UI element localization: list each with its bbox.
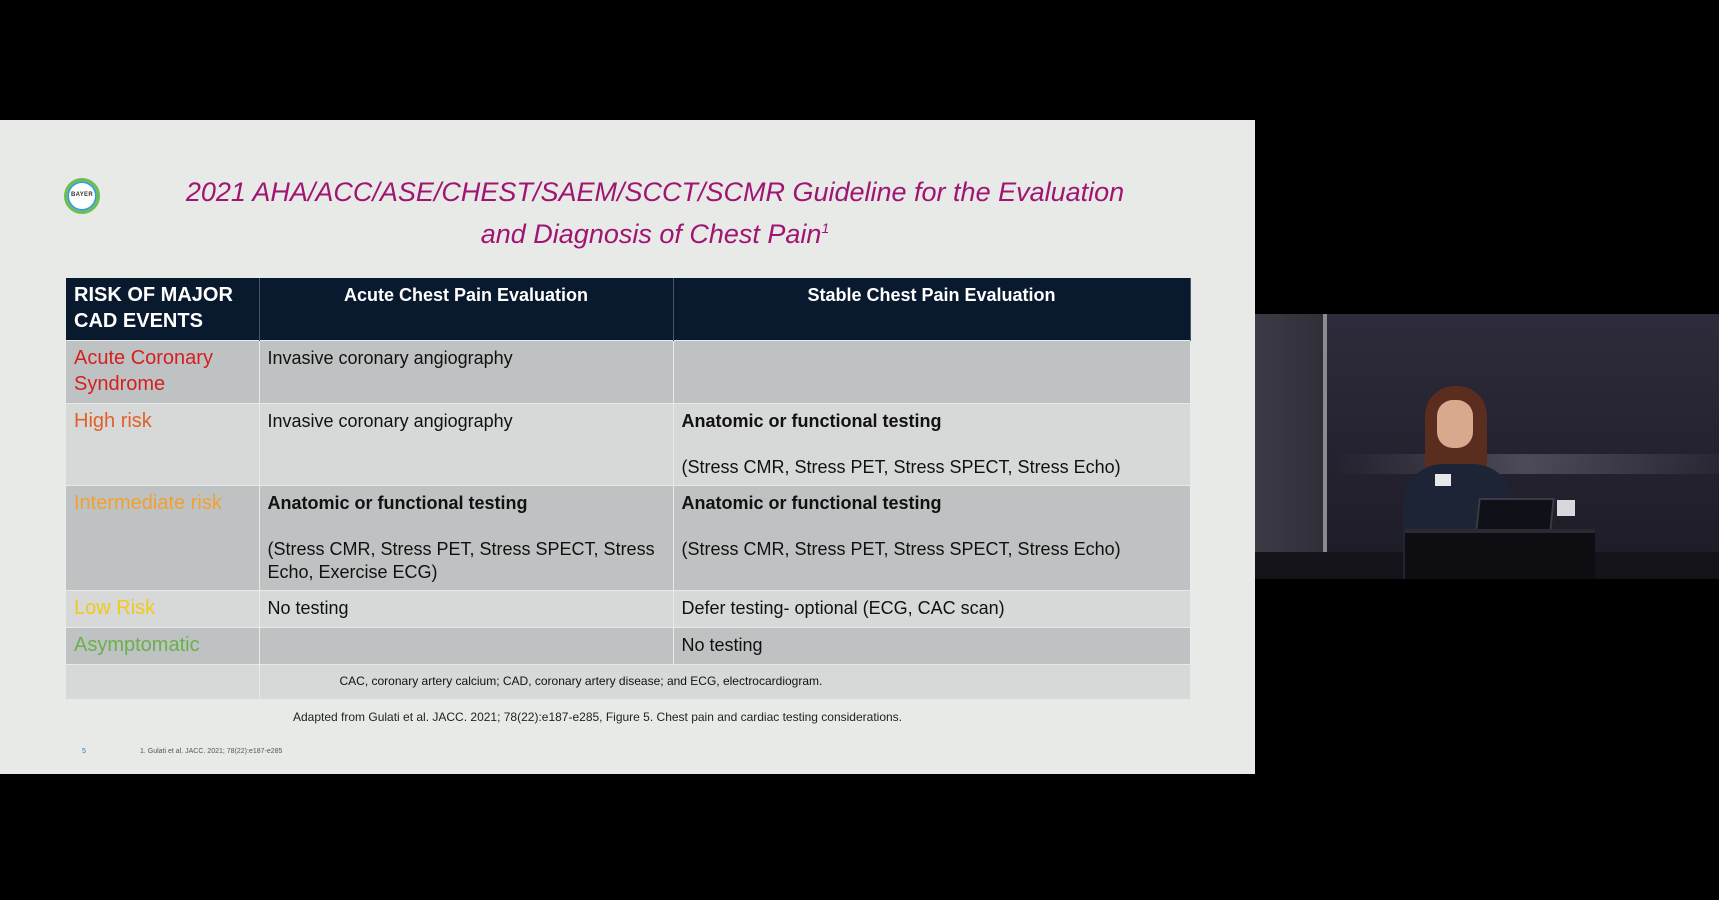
abbrev-empty-cell <box>66 665 259 699</box>
video-wall-light <box>1335 454 1719 474</box>
bayer-logo <box>64 178 100 214</box>
acute-cell-intermediate <box>259 486 673 591</box>
acute-intermediate-detail: (Stress CMR, Stress PET, Stress SPECT, Stress Echo, Exercise ECG) <box>267 539 655 582</box>
adapted-from-citation: Adapted from Gulati et al. JACC. 2021; 78(22):e187-e285, Figure 5. Chest pain and cardiac testing considerations. <box>292 710 903 724</box>
footnote: 1. Gulati et al. JACC. 2021; 78(22):e187-e285 <box>140 748 283 755</box>
acute-cell-acs: Invasive coronary angiography <box>259 341 673 404</box>
speaker-video <box>1255 314 1719 579</box>
stable-intermediate-bold: Anatomic or functional testing <box>681 493 942 513</box>
risk-label-low: Low Risk <box>66 591 259 628</box>
header-stable: Stable Chest Pain Evaluation <box>673 278 1190 341</box>
risk-label-asymptomatic: Asymptomatic <box>66 628 259 665</box>
video-wall-left <box>1255 314 1323 579</box>
abbreviations-text: CAC, coronary artery calcium; CAD, coronary artery disease; and ECG, electrocardiogram. <box>259 665 1190 699</box>
slide-title <box>130 174 1180 252</box>
table-row-low-risk <box>66 591 1190 628</box>
title-superscript: 1 <box>821 220 830 236</box>
stable-high-detail: (Stress CMR, Stress PET, Stress SPECT, Stress Echo) <box>681 457 1121 477</box>
risk-label-acs: Acute Coronary Syndrome <box>66 341 259 404</box>
stable-cell-acs <box>673 341 1190 404</box>
table-row-acute-coronary-syndrome <box>66 341 1190 404</box>
risk-table <box>66 278 1191 699</box>
lectern <box>1405 529 1595 579</box>
stable-cell-high <box>673 404 1190 486</box>
table-row-asymptomatic <box>66 628 1190 665</box>
video-wall-edge <box>1323 314 1327 579</box>
stable-intermediate-detail: (Stress CMR, Stress PET, Stress SPECT, Stress Echo) <box>681 539 1121 559</box>
stable-cell-intermediate <box>673 486 1190 591</box>
lectern-sign <box>1557 500 1575 516</box>
title-line-1: 2021 AHA/ACC/ASE/CHEST/SAEM/SCCT/SCMR Guideline for the Evaluation <box>185 177 1125 207</box>
header-risk: RISK OF MAJOR CAD EVENTS <box>66 278 259 341</box>
stable-cell-asymptomatic: No testing <box>673 628 1190 665</box>
stable-cell-low: Defer testing- optional (ECG, CAC scan) <box>673 591 1190 628</box>
acute-cell-high: Invasive coronary angiography <box>259 404 673 486</box>
table-row-high-risk <box>66 404 1190 486</box>
acute-cell-asymptomatic <box>259 628 673 665</box>
speaker-face <box>1437 400 1473 448</box>
risk-label-intermediate: Intermediate risk <box>66 486 259 591</box>
table-row-intermediate-risk <box>66 486 1190 591</box>
title-line-2: and Diagnosis of Chest Pain <box>480 219 822 249</box>
header-acute: Acute Chest Pain Evaluation <box>259 278 673 341</box>
page-number: 5 <box>82 748 86 755</box>
risk-label-high: High risk <box>66 404 259 486</box>
table-header-row <box>66 278 1190 341</box>
stable-high-bold: Anatomic or functional testing <box>681 411 942 431</box>
speaker-badge <box>1435 474 1451 486</box>
acute-cell-low: No testing <box>259 591 673 628</box>
slide <box>0 120 1255 774</box>
table-row-abbreviations <box>66 665 1190 699</box>
acute-intermediate-bold: Anatomic or functional testing <box>267 493 528 513</box>
logo-text: BAYER <box>71 192 93 198</box>
laptop <box>1475 498 1555 532</box>
